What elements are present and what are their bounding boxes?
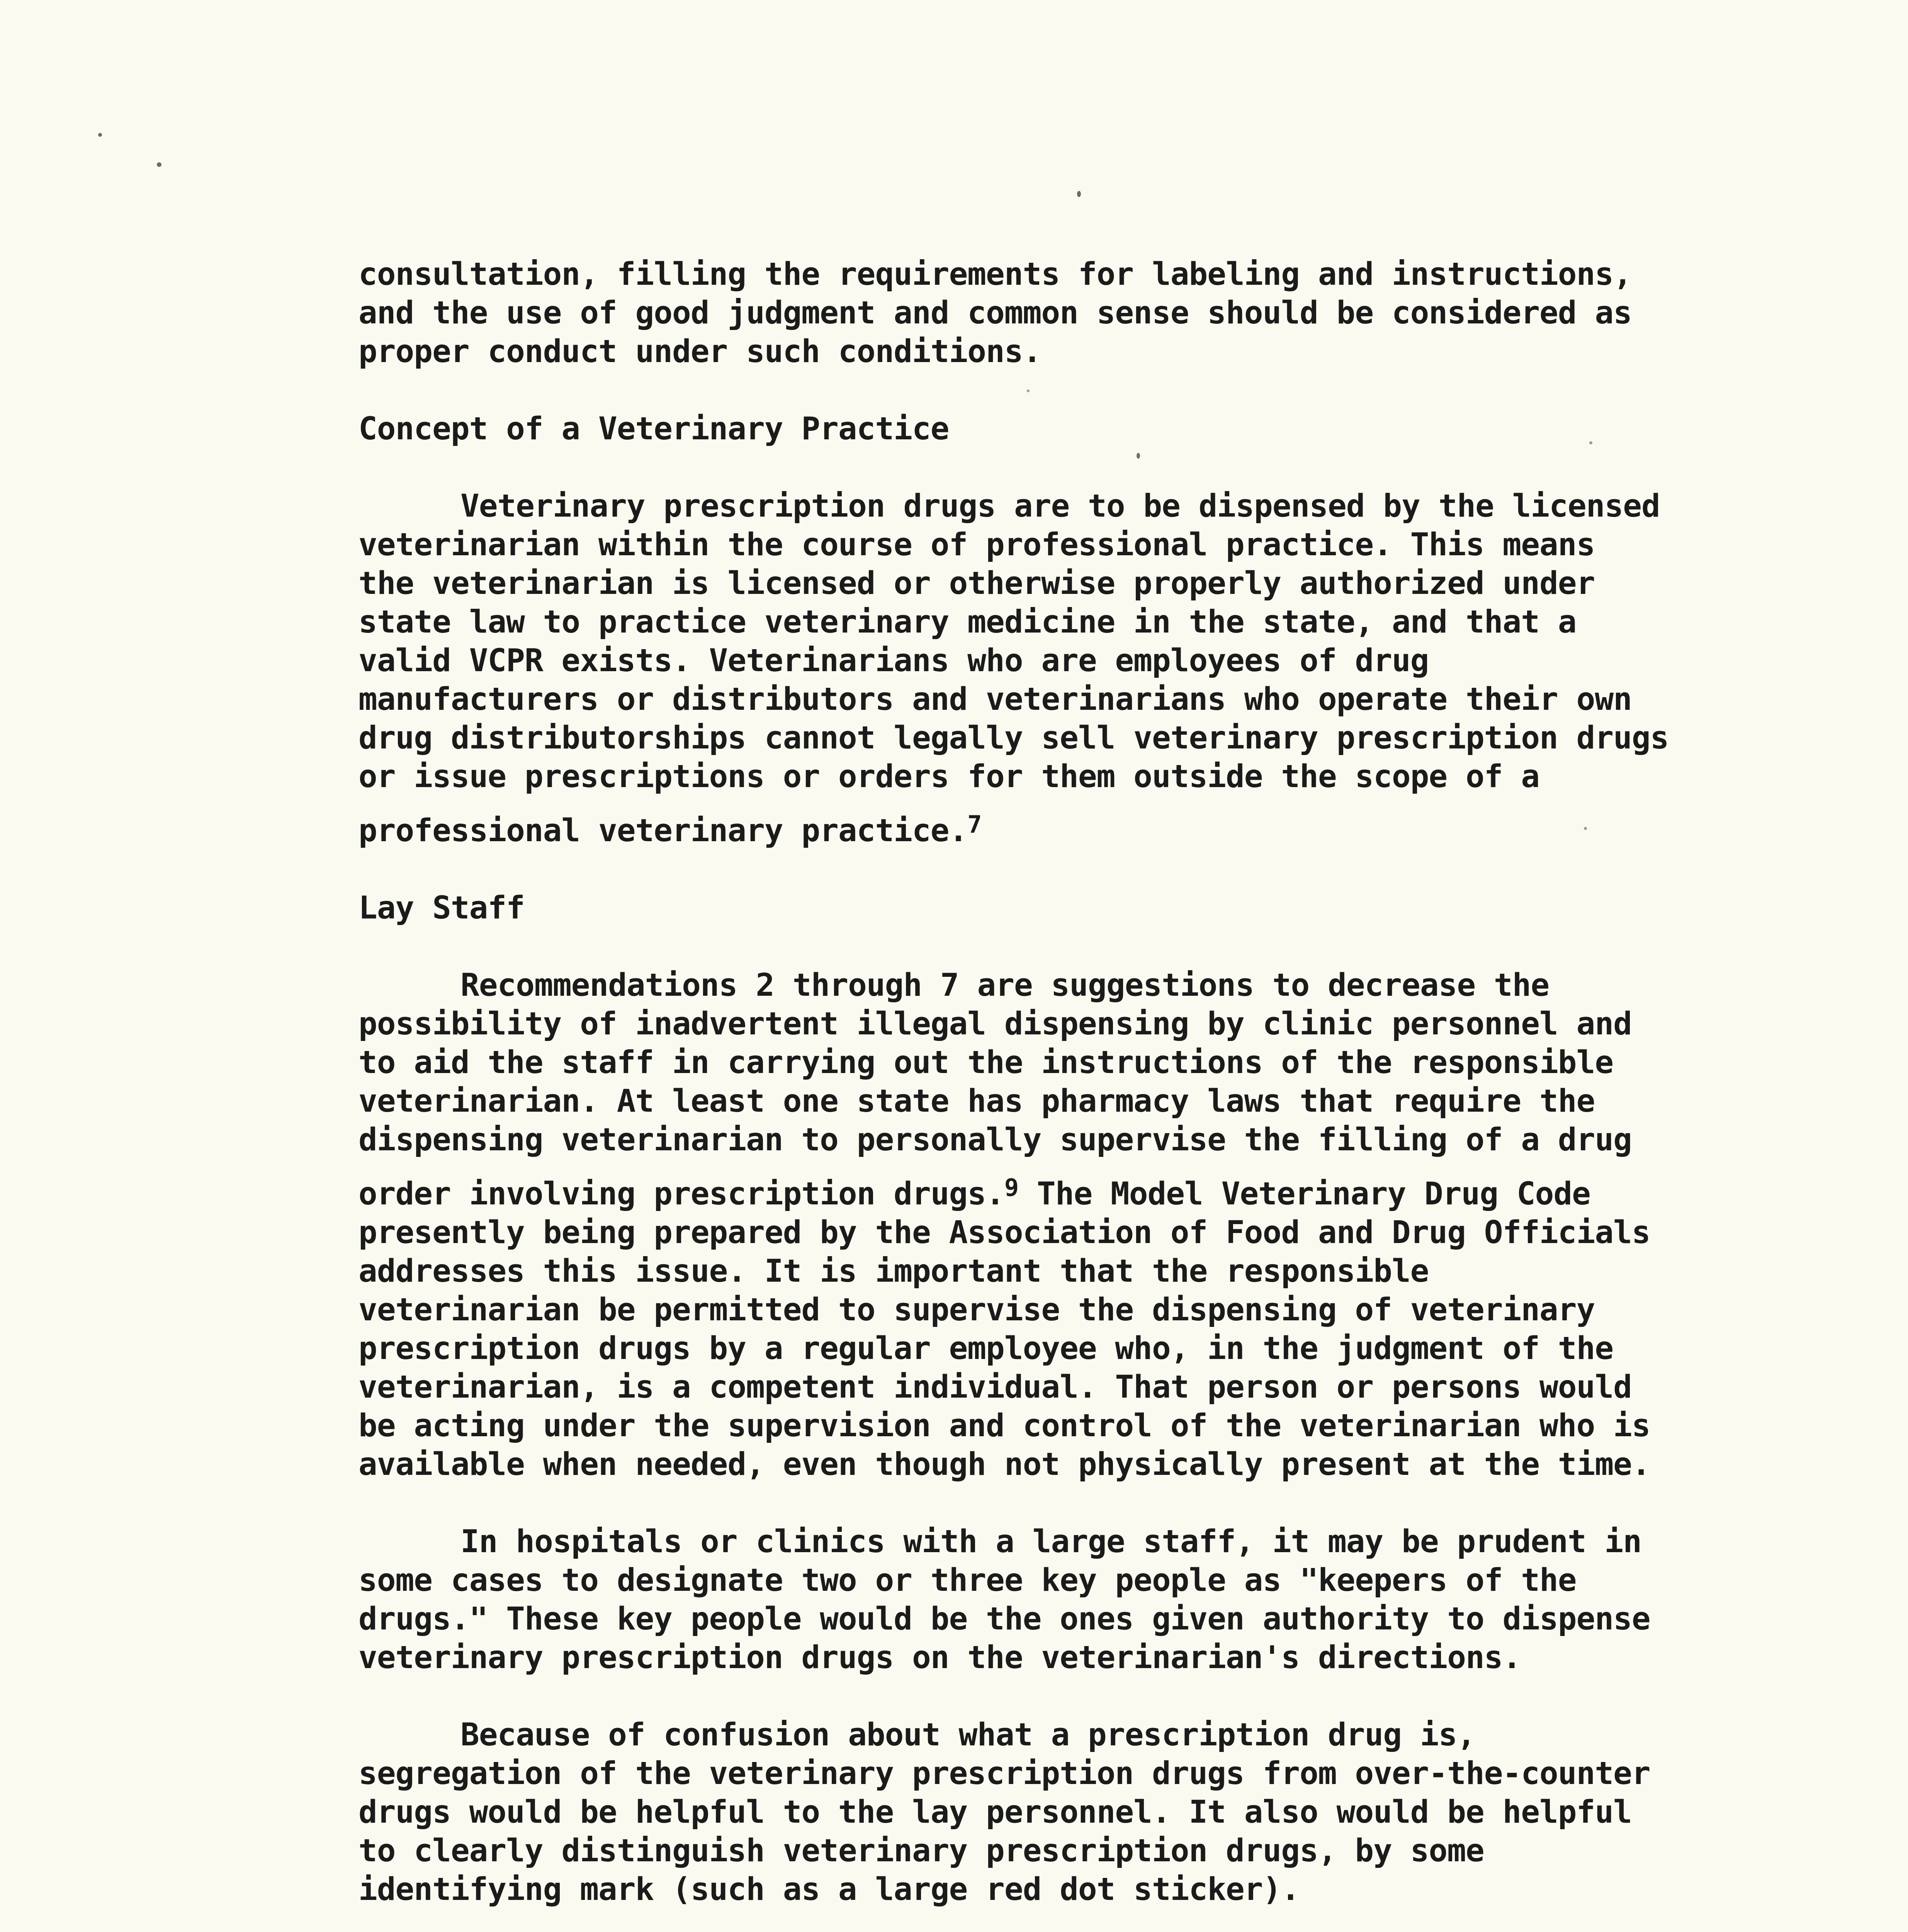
- paragraph-keepers: [358, 1522, 1734, 1677]
- text-fragment: order involving prescription drugs.: [358, 1176, 1004, 1212]
- text-line: manufacturers or distributors and veterinarians who operate their own: [358, 681, 1632, 718]
- text-line: or issue prescriptions or orders for them outside the scope of a: [358, 759, 1540, 795]
- text-line: some cases to designate two or three key people as "keepers of the: [358, 1562, 1577, 1599]
- text-fragment: professional veterinary practice.: [358, 813, 968, 849]
- text-line: to aid the staff in carrying out the instructions of the responsible: [358, 1044, 1614, 1081]
- text-line: Because of confusion about what a prescription drug is,: [460, 1717, 1476, 1753]
- scan-speck: [98, 133, 102, 137]
- text-line: addresses this issue. It is important that the responsible: [358, 1253, 1429, 1289]
- text-line: presently being prepared by the Association of Food and Drug Officials: [358, 1214, 1650, 1251]
- text-line: and the use of good judgment and common sense should be considered as: [358, 295, 1632, 331]
- text-line: In hospitals or clinics with a large staff, it may be prudent in: [460, 1524, 1642, 1560]
- text-line: proper conduct under such conditions.: [358, 333, 1041, 370]
- footnote-marker: 9: [1004, 1173, 1019, 1202]
- section-heading: [358, 889, 1734, 927]
- text-line: [358, 1159, 1734, 1213]
- heading-lay-staff: Lay Staff: [358, 890, 525, 926]
- paragraph-concept: [358, 487, 1734, 850]
- scan-speck: [157, 162, 161, 167]
- text-line: drugs." These key people would be the ones given authority to dispense: [358, 1601, 1650, 1637]
- text-line: Recommendations 2 through 7 are suggestions to decrease the: [460, 967, 1550, 1003]
- text-line: the veterinarian is licensed or otherwise properly authorized under: [358, 565, 1595, 602]
- text-line: valid VCPR exists. Veterinarians who are employees of drug: [358, 643, 1429, 679]
- text-line: consultation, filling the requirements for labeling and instructions,: [358, 256, 1632, 293]
- text-line: Veterinary prescription drugs are to be dispensed by the licensed: [460, 488, 1660, 524]
- text-line: veterinarian. At least one state has pharmacy laws that require the: [358, 1083, 1595, 1119]
- text-line: prescription drugs by a regular employee who, in the judgment of the: [358, 1330, 1614, 1367]
- text-fragment: The Model Veterinary Drug Code: [1018, 1176, 1590, 1212]
- paragraph-continued: [358, 255, 1734, 371]
- text-line: [358, 796, 1734, 850]
- heading-concept: Concept of a Veterinary Practice: [358, 411, 949, 447]
- text-line: veterinarian within the course of professional practice. This means: [358, 527, 1595, 563]
- paragraph-lay-staff: [358, 966, 1734, 1484]
- text-line: state law to practice veterinary medicine in the state, and that a: [358, 604, 1577, 640]
- paragraph-segregation: [358, 1716, 1734, 1909]
- text-line: veterinarian, is a competent individual. That person or persons would: [358, 1369, 1632, 1405]
- text-line: identifying mark (such as a large red dot sticker).: [358, 1871, 1300, 1908]
- text-line: be acting under the supervision and control of the veterinarian who is: [358, 1408, 1650, 1444]
- footnote-marker: 7: [967, 810, 982, 838]
- text-line: possibility of inadvertent illegal dispensing by clinic personnel and: [358, 1006, 1632, 1042]
- text-line: drugs would be helpful to the lay personnel. It also would be helpful: [358, 1794, 1632, 1830]
- scan-speck: [1077, 191, 1081, 197]
- text-line: available when needed, even though not physically present at the time.: [358, 1446, 1650, 1483]
- text-line: drug distributorships cannot legally sell veterinary prescription drugs: [358, 720, 1669, 756]
- text-line: segregation of the veterinary prescription drugs from over-the-counter: [358, 1755, 1650, 1792]
- text-line: veterinarian be permitted to supervise the dispensing of veterinary: [358, 1292, 1595, 1328]
- body-text: [358, 255, 1734, 1932]
- text-line: dispensing veterinarian to personally supervise the filling of a drug: [358, 1122, 1632, 1158]
- text-line: veterinary prescription drugs on the veterinarian's directions.: [358, 1639, 1521, 1676]
- text-line: to clearly distinguish veterinary prescription drugs, by some: [358, 1833, 1484, 1869]
- section-heading: [358, 410, 1734, 448]
